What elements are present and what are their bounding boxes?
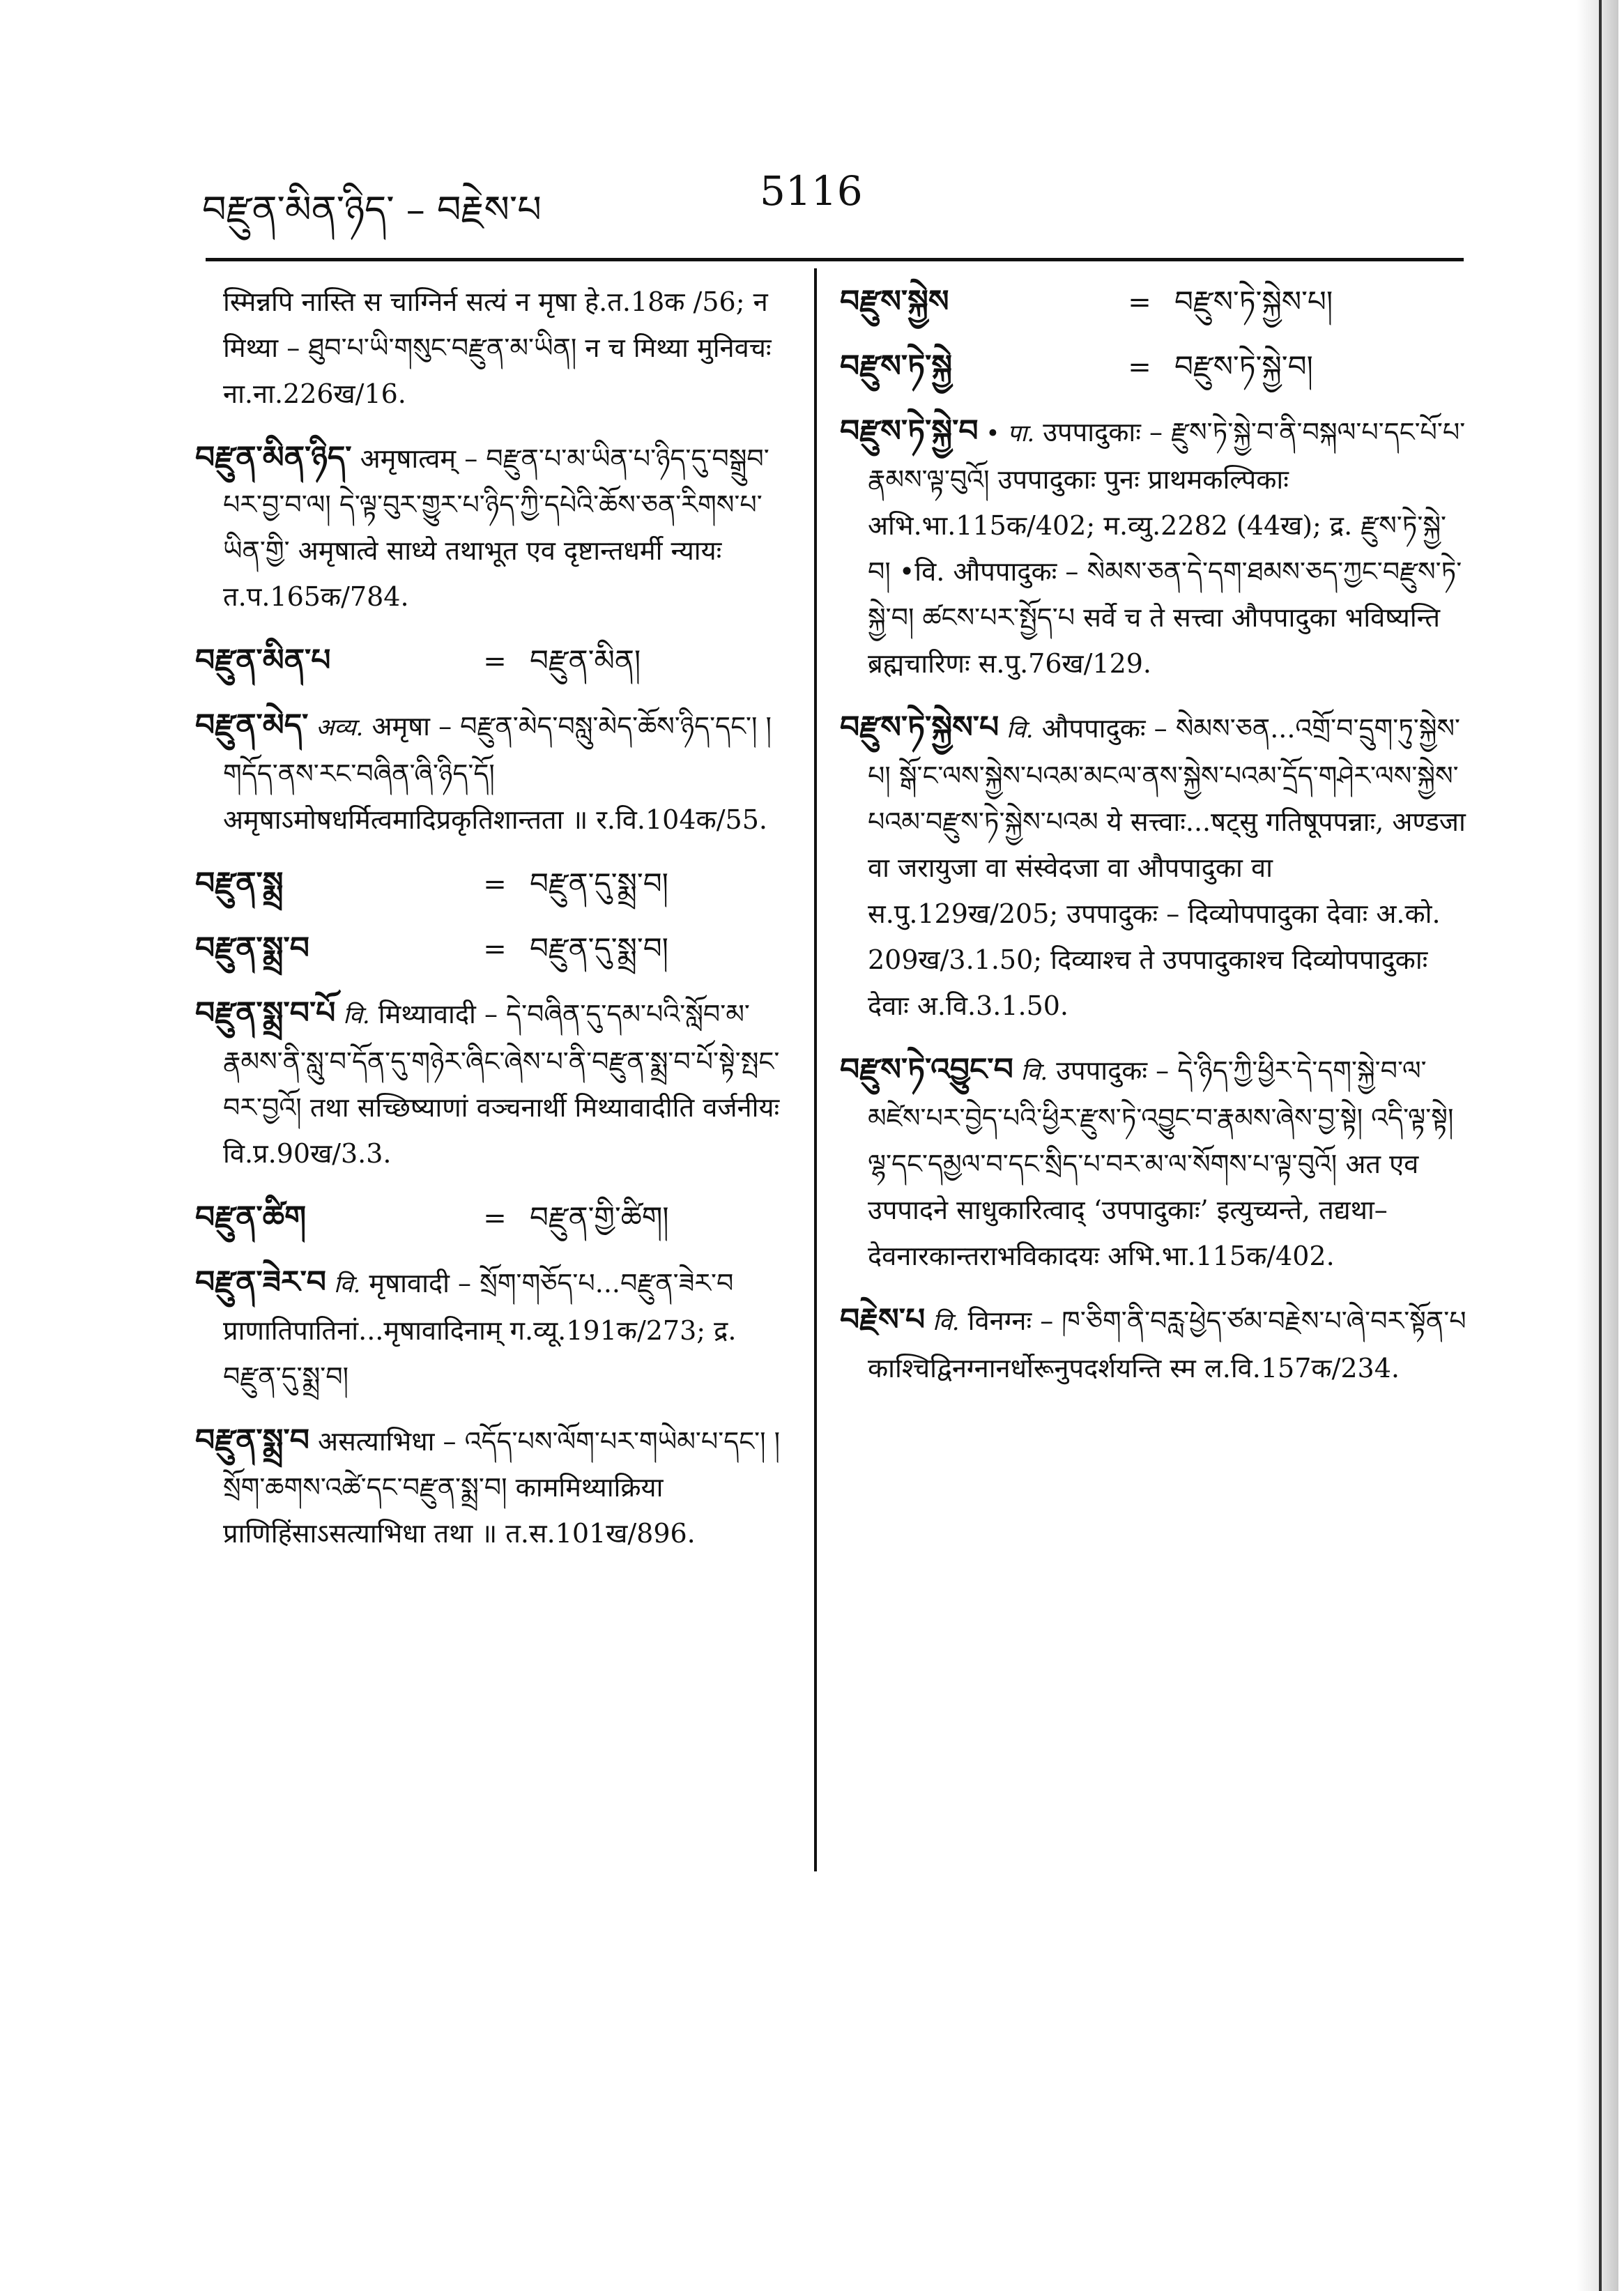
running-header: བརྫུན་མིན་ཉིད་ – བརྗེས་པ: [202, 187, 542, 231]
entry-definition: अमृषा – བརྫུན་མེད་བསླུ་མེད་ཆོས་ཉིད་དང་། །གདོད་ནས་རང་བཞིན་ཞི་ཉིད་དོ། अमृषाऽमोषधर्मित्वमादिप्रकृतिशान्तता ॥ र.वि.104क/55.: [223, 711, 772, 835]
dictionary-entry: [195, 990, 795, 1177]
scan-edge-shadow: [1577, 0, 1618, 2291]
dictionary-entry: [195, 1418, 795, 1556]
headword: བརྫུན་སྨྲ་བ: [195, 1423, 309, 1458]
part-of-speech: वि.: [335, 1002, 370, 1029]
cross-reference-entry: [195, 638, 795, 684]
entry-definition: असत्याभिधा – འདོད་པས་ལོག་པར་གཡེམ་པ་དང་། །སྲོག་ཆགས་འཚེ་དང་བརྫུན་སྨྲ་བ། काममिथ्याक्रिया प्राणिहिंसाऽसत्याभिधा तथा ॥ त.स.101ख/896.: [223, 1426, 781, 1549]
cross-reference-entry: [840, 344, 1467, 390]
cross-reference-target: བརྫུན་མིན།: [530, 643, 641, 677]
cross-reference-target: བརྫུས་ཏེ་སྐྱེས་པ།: [1174, 284, 1333, 319]
headword: བརྫུན་ཚིག: [195, 1200, 307, 1235]
scan-edge-line: [1599, 0, 1602, 2291]
part-of-speech: • पा.: [978, 420, 1035, 447]
header-rule: [206, 258, 1464, 261]
equals-sign: =: [483, 933, 507, 965]
headword: བརྫུན་སྨྲ་བ: [195, 930, 309, 966]
headword: བརྗེས་པ: [840, 1302, 926, 1338]
headword: བརྫུན་མིན་པ: [195, 643, 331, 678]
entry-definition: औपपादुकः – སེམས་ཅན...འགྲོ་བ་དྲུག་ཏུ་སྐྱེས་པ། སྒོ་ང་ལས་སྐྱེས་པའམ་མངལ་ནས་སྐྱེས་པའམ་དྲོད་གཤེར་ལས་སྐྱེས་པའམ་བརྫུས་ཏེ་སྐྱེས་པའམ ये सत्त्वाः...षट्सु गतिषूपपन्नाः, अण्डजा वा जरायुजा वा संस्वेदजा वा औपपादुका वा स.पु.129ख/205; उपपादुकः – दिव्योपपादुका देवाः अ.को. 209ख/3.1.50; दिव्याश्च ते उपपादुकाश्च दिव्योपपादुकाः देवाः अ.वि.3.1.50.: [868, 713, 1466, 1021]
cross-reference-target: བརྫུན་དུ་སྨྲ་བ།: [530, 931, 668, 965]
part-of-speech: वि.: [925, 1308, 960, 1336]
entry-definition: विनग्नः – ཁ་ཅིག་ནི་བརླ་ཕྱེད་ཙམ་བརྗེས་པ་ཞེ་བར་སྟོན་པ काश्चिद्विनग्नानर्धोरूनुपदर्शयन्ति स्म ल.वि.157क/234.: [868, 1305, 1466, 1384]
headword: བརྫུས་ཏེ་འབྱུང་བ: [840, 1052, 1013, 1087]
equals-sign: =: [1128, 351, 1151, 383]
left-column: [195, 279, 795, 1574]
equals-sign: =: [1128, 286, 1151, 319]
cross-reference-entry: [195, 926, 795, 972]
headword: བརྫུན་སྨྲ: [195, 866, 284, 901]
cross-reference-target: བརྫུས་ཏེ་སྐྱེ་བ།: [1174, 349, 1313, 383]
part-of-speech: वि.: [999, 716, 1034, 744]
entry-definition: उपपादुकः – དེ་ཉིད་ཀྱི་ཕྱིར་དེ་དག་སྐྱེ་བ་ལ་མཛེས་པར་བྱེད་པའི་ཕྱིར་རྫུས་ཏེ་འབྱུང་བ་རྣམས་ཞེས་བྱ་སྟེ། འདི་ལྟ་སྟེ། ལྷ་དང་དམྱལ་བ་དང་སྲིད་པ་བར་མ་ལ་སོགས་པ་ལྟ་བུའོ། अत एव उपपादने साधुकारित्वाद् ‘उपपादुकाः’ इत्युच्यन्ते, तद्यथा–देवनारकान्तराभविकादयः अभि.भा.115क/402.: [868, 1055, 1454, 1271]
dictionary-entry: [840, 408, 1467, 687]
dictionary-entry: [840, 1297, 1467, 1391]
cross-reference-entry: [195, 861, 795, 907]
dictionary-entry: [195, 435, 795, 620]
dictionary-entry: [195, 703, 795, 843]
continued-entry-text: स्मिन्नपि नास्ति स चाग्निर्न सत्यं न मृषा हे.त.18क /56; न मिथ्या – ཐུབ་པ་ཡི་གསུང་བརྫུན་མ་ཡིན། न च मिथ्या मुनिवचः ना.ना.226ख/16.: [223, 286, 772, 409]
part-of-speech: अव्य.: [308, 714, 364, 742]
headword: བརྫུན་མེད་: [195, 707, 309, 743]
equals-sign: =: [483, 868, 507, 901]
cross-reference-entry: [195, 1195, 795, 1241]
headword: བརྫུས་ཏེ་སྐྱེ: [840, 348, 953, 384]
entry-definition: मिथ्यावादी – དེ་བཞིན་དུ་དམ་པའི་སློབ་མ་རྣམས་ནི་སླུ་བ་དོན་དུ་གཉེར་ཞིང་ཞེས་པ་ནི་བརྫུན་སྨྲ་བ་པོ་སྟེ་སྤང་བར་བྱའོ། तथा सच्छिष्याणां वञ्चनार्थी मिथ्यावादीति वर्जनीयः वि.प्र.90ख/3.3.: [223, 999, 780, 1169]
page-number: 5116: [760, 167, 863, 215]
part-of-speech: वि.: [326, 1271, 361, 1298]
entry-definition: उपपादुकाः – རྫུས་ཏེ་སྐྱེ་བ་ནི་བསྐལ་པ་དང་པོ་པ་རྣམས་ལྟ་བུའོ། उपपादुकाः पुनः प्राथमकल्पिकाः अभि.भा.115क/402; म.व्यु.2282 (44ख); द्र. རྫུས་ཏེ་སྐྱེ་བ། •वि. औपपादुकः – སེམས་ཅན་དེ་དག་ཐམས་ཅད་ཀྱང་བརྫུས་ཏེ་སྐྱེ་བ། ཚངས་པར་སྤྱོད་པ सर्वे च ते सत्त्वा औपपादुका भविष्यन्ति ब्रह्मचारिणः स.पु.76ख/129.: [868, 417, 1466, 679]
headword: བརྫུན་སྨྲ་བ་པོ: [195, 995, 336, 1031]
dictionary-entry: [840, 705, 1467, 1029]
dictionary-entry: [840, 1047, 1467, 1279]
cross-reference-target: བརྫུན་གྱི་ཚིག།: [530, 1200, 669, 1234]
part-of-speech: वि.: [1013, 1058, 1048, 1086]
equals-sign: =: [483, 645, 507, 677]
cross-reference-entry: [840, 279, 1467, 325]
entry-definition: अमृषात्वम् – བརྫུན་པ་མ་ཡིན་པ་ཉིད་དུ་བསྒྲུབ་པར་བྱ་བ་ལ། དེ་ལྟ་བུར་གྱུར་པ་ཉིད་ཀྱི་དཔེའི་ཆོས་ཅན་རིགས་པ་ཡིན་གྱི་ अमृषात्वे साध्ये तथाभूत एव दृष्टान्तधर्मी न्यायः त.प.165क/784.: [223, 443, 769, 612]
entry-definition: मृषावादी – སྲོག་གཅོད་པ...བརྫུན་ཟེར་བ प्राणातिपातिनां...मृषावादिनाम् ग.व्यू.191क/273; द्र. བརྫུན་དུ་སྨྲ་བ།: [223, 1268, 737, 1392]
headword: བརྫུན་མིན་ཉིད་: [195, 440, 352, 475]
headword: བརྫུས་ཏེ་སྐྱེ་བ: [840, 413, 979, 449]
column-divider: [814, 268, 817, 1871]
cross-reference-target: བརྫུན་དུ་སྨྲ་བ།: [530, 866, 668, 901]
equals-sign: =: [483, 1202, 507, 1234]
headword: བརྫུས་ཏེ་སྐྱེས་པ: [840, 710, 999, 745]
headword: བརྫུན་ཟེར་བ: [195, 1264, 327, 1300]
headword: བརྫུས་སྐྱེས: [840, 284, 949, 319]
right-column: [840, 279, 1467, 1409]
dictionary-entry: [195, 1259, 795, 1400]
